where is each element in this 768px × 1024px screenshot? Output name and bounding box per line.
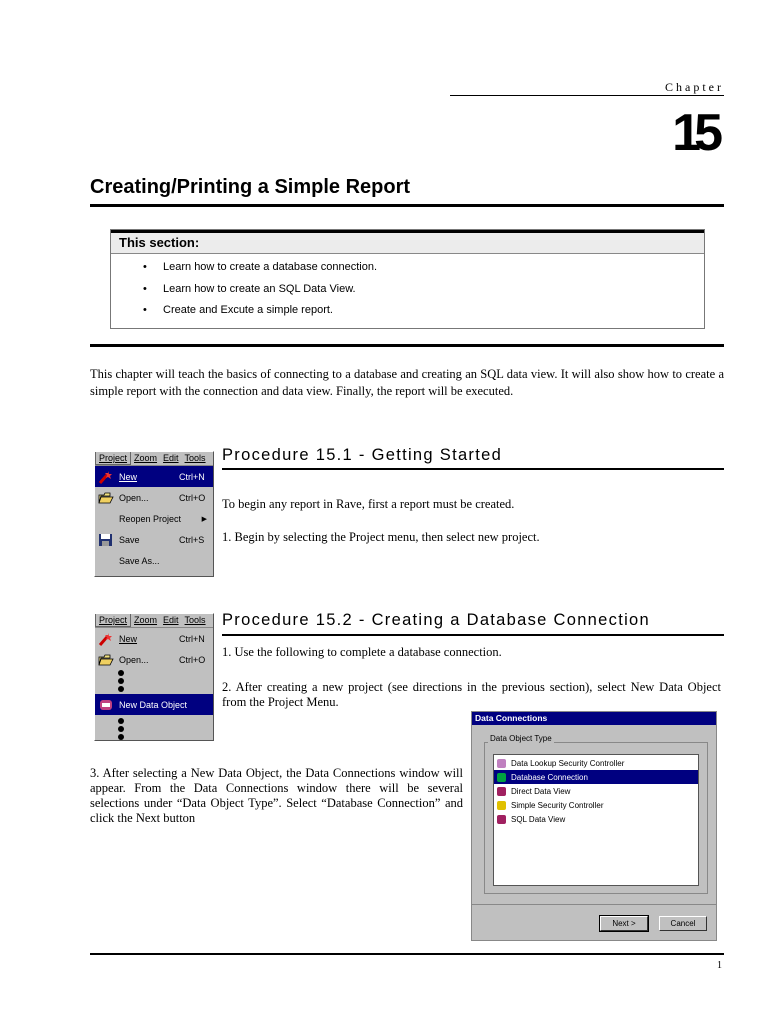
group-label: Data Object Type xyxy=(490,734,552,743)
menu-item-new-data-object[interactable]: New Data Object xyxy=(95,694,213,715)
ellipsis-dots xyxy=(118,670,126,694)
menu-item-new[interactable]: New Ctrl+N xyxy=(95,628,213,649)
menu-item-open[interactable]: Open... Ctrl+O xyxy=(95,649,213,670)
chapter-label: Chapter xyxy=(665,80,724,94)
procedure-2-title: Procedure 15.2 - Creating a Database Connection xyxy=(222,611,650,629)
new-data-object-menu-screenshot xyxy=(94,613,214,741)
data-connections-dialog xyxy=(471,711,717,941)
menu-bar xyxy=(95,452,213,466)
menu-edit[interactable]: Edit xyxy=(163,453,179,463)
procedure-1-text: To begin any report in Rave, first a report must be created. xyxy=(222,497,515,511)
list-item: • Create and Excute a simple report. xyxy=(111,304,704,326)
list-item-data-lookup-security-controller[interactable]: Data Lookup Security Controller xyxy=(494,756,698,770)
dialog-separator xyxy=(472,904,716,905)
title-rule xyxy=(90,204,724,207)
folder-open-icon xyxy=(98,491,114,505)
procedure-2-step-3: 3. After selecting a New Data Object, the Data Connections window will appear. From the Data Connections window there will be several selections under “Data Object Type”. Select “Database Connection” and click the Next button xyxy=(90,766,463,825)
ellipsis-dots xyxy=(118,718,126,742)
menu-project[interactable]: Project xyxy=(95,452,131,465)
section-heading: This section: xyxy=(111,230,704,254)
list-item-simple-security-controller[interactable]: Simple Security Controller xyxy=(494,798,698,812)
menu-item-reopen-project[interactable]: Reopen Project ▶ xyxy=(119,513,207,524)
lock-icon xyxy=(497,759,506,768)
wand-icon xyxy=(98,470,114,484)
procedure-1-title: Procedure 15.1 - Getting Started xyxy=(222,446,503,464)
dialog-title: Data Connections xyxy=(472,712,716,725)
section-rule xyxy=(90,344,724,347)
cancel-button[interactable]: Cancel xyxy=(659,916,707,931)
data-view-icon xyxy=(497,787,506,796)
project-menu-screenshot xyxy=(94,451,214,577)
procedure-2-rule xyxy=(222,634,724,636)
menu-zoom[interactable]: Zoom xyxy=(134,453,158,463)
menu-bar xyxy=(95,614,213,628)
menu-tools[interactable]: Tools xyxy=(184,453,206,463)
menu-item-save[interactable]: Save Ctrl+S xyxy=(95,529,213,550)
menu-item-new[interactable]: New Ctrl+N xyxy=(95,466,213,487)
section-summary-box xyxy=(110,229,705,329)
page-number: 1 xyxy=(717,960,722,971)
page-title: Creating/Printing a Simple Report xyxy=(90,176,411,198)
data-object-icon xyxy=(98,698,114,712)
floppy-disk-icon xyxy=(98,533,114,547)
folder-open-icon xyxy=(98,653,114,667)
menu-zoom[interactable]: Zoom xyxy=(134,615,158,625)
footer-rule xyxy=(90,953,724,955)
intro-paragraph: This chapter will teach the basics of connecting to a database and creating an SQL data view. It will also show how to create a simple report with the connection and data view. Finally, the report will be executed. xyxy=(90,367,724,398)
list-item: • Learn how to create an SQL Data View. xyxy=(111,283,704,305)
chapter-number: 15 xyxy=(672,104,716,162)
menu-tools[interactable]: Tools xyxy=(184,615,206,625)
submenu-arrow-icon: ▶ xyxy=(201,515,207,523)
sql-view-icon xyxy=(497,815,506,824)
list-item-direct-data-view[interactable]: Direct Data View xyxy=(494,784,698,798)
procedure-2-step-2: 2. After creating a new project (see directions in the previous section), select New Data Object from the Project Menu. xyxy=(222,680,721,709)
data-object-type-list xyxy=(493,754,699,886)
database-icon xyxy=(497,773,506,782)
chapter-rule xyxy=(450,95,724,96)
wand-icon xyxy=(98,632,114,646)
procedure-2-step-1: 1. Use the following to complete a database connection. xyxy=(222,645,502,659)
lock-icon xyxy=(497,801,506,810)
next-button[interactable]: Next > xyxy=(600,916,648,931)
menu-item-save-as[interactable]: Save As... xyxy=(119,555,160,566)
list-item-sql-data-view[interactable]: SQL Data View xyxy=(494,812,698,826)
procedure-1-rule xyxy=(222,468,724,470)
menu-project[interactable]: Project xyxy=(95,614,131,627)
menu-edit[interactable]: Edit xyxy=(163,615,179,625)
section-list xyxy=(111,254,704,326)
list-item: • Learn how to create a database connection. xyxy=(111,261,704,283)
menu-item-open[interactable]: Open... Ctrl+O xyxy=(95,487,213,508)
list-item-database-connection[interactable]: Database Connection xyxy=(494,770,698,784)
procedure-1-step: 1. Begin by selecting the Project menu, then select new project. xyxy=(222,530,540,544)
